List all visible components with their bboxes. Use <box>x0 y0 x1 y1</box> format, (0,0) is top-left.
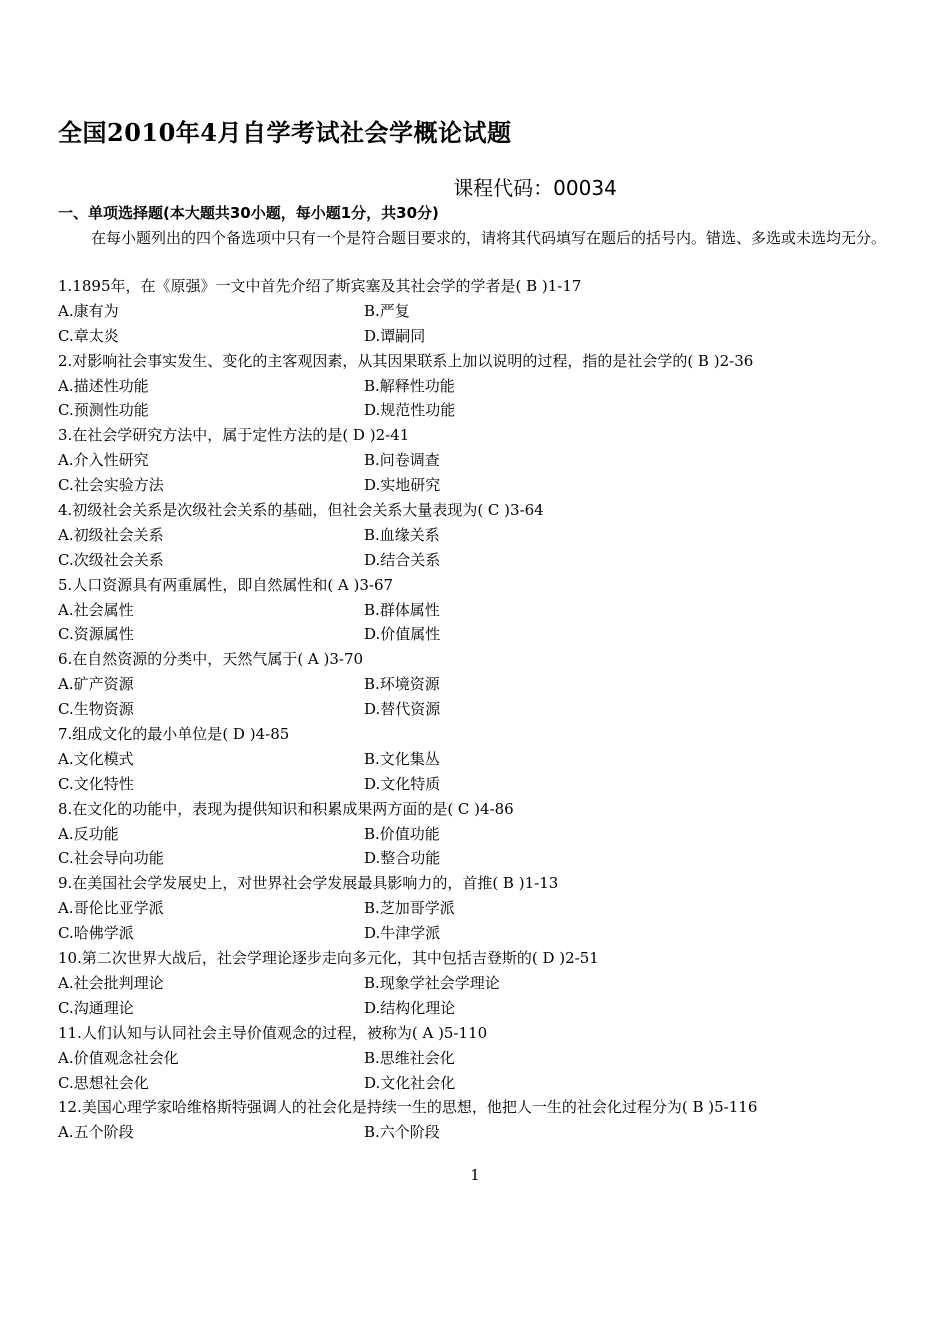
answer-option: D.替代资源 <box>364 700 441 719</box>
question-stem: 6.在自然资源的分类中，天然气属于( A )3-70 <box>58 650 364 669</box>
answer-option: D.文化社会化 <box>364 1073 456 1092</box>
option-row <box>58 697 918 722</box>
option-row <box>58 996 918 1021</box>
answer-option: D.价值属性 <box>364 625 441 644</box>
answer-option: A.初级社会关系 <box>58 525 164 544</box>
option-row <box>58 398 918 423</box>
question-stem: 10.第二次世界大战后，社会学理论逐步走向多元化，其中包括吉登斯的( D )2-51 <box>58 949 599 968</box>
course-code-text: 课程代码：00034 <box>453 176 617 200</box>
option-row <box>58 473 918 498</box>
question-stem: 11.人们认知与认同社会主导价值观念的过程，被称为( A )5-110 <box>58 1023 488 1042</box>
page-number: 1 <box>470 1166 480 1184</box>
answer-option: D.整合功能 <box>364 849 441 868</box>
answer-option: A.介入性研究 <box>58 451 149 470</box>
answer-option: A.文化模式 <box>58 749 134 768</box>
answer-option: B.解释性功能 <box>364 376 455 395</box>
course-code <box>0 172 950 201</box>
option-row <box>58 896 918 921</box>
option-row <box>58 374 918 399</box>
question-stem: 2.对影响社会事实发生、变化的主客观因素，从其因果联系上加以说明的过程，指的是社会学的( B )2-36 <box>58 351 754 370</box>
answer-option: D.谭嗣同 <box>364 326 426 345</box>
answer-option: D.牛津学派 <box>364 924 441 943</box>
answer-option: D.实地研究 <box>364 476 441 495</box>
option-row <box>58 1071 918 1096</box>
section-heading: 一、单项选择题(本大题共30小题，每小题1分，共30分) <box>58 204 439 222</box>
answer-option: C.生物资源 <box>58 700 134 719</box>
answer-option: A.康有为 <box>58 301 119 320</box>
answer-option: A.价值观念社会化 <box>58 1048 179 1067</box>
answer-option: D.结合关系 <box>364 550 441 569</box>
answer-option: C.次级社会关系 <box>58 550 164 569</box>
answer-option: D.规范性功能 <box>364 401 456 420</box>
answer-option: C.章太炎 <box>58 326 119 345</box>
answer-option: C.思想社会化 <box>58 1073 149 1092</box>
answer-option: C.哈佛学派 <box>58 924 134 943</box>
option-row <box>58 548 918 573</box>
answer-option: A.哥伦比亚学派 <box>58 899 164 918</box>
answer-option: B.思维社会化 <box>364 1048 455 1067</box>
answer-option: A.矿产资源 <box>58 675 134 694</box>
answer-option: D.结构化理论 <box>364 998 456 1017</box>
answer-option: A.描述性功能 <box>58 376 149 395</box>
answer-option: A.社会批判理论 <box>58 973 164 992</box>
answer-option: B.六个阶段 <box>364 1123 440 1142</box>
option-row <box>58 324 918 349</box>
answer-option: B.芝加哥学派 <box>364 899 455 918</box>
option-row <box>58 747 918 772</box>
option-row <box>58 672 918 697</box>
question-stem: 4.初级社会关系是次级社会关系的基础，但社会关系大量表现为( C )3-64 <box>58 501 544 520</box>
question-stem: 1.1895年，在《原强》一文中首先介绍了斯宾塞及其社会学的学者是( B )1-17 <box>58 277 582 295</box>
answer-option: B.现象学社会学理论 <box>364 973 500 992</box>
answer-option: C.社会导向功能 <box>58 849 164 868</box>
option-row <box>58 523 918 548</box>
answer-option: C.沟通理论 <box>58 998 134 1017</box>
answer-option: B.严复 <box>364 301 410 320</box>
question-stem: 8.在文化的功能中，表现为提供知识和积累成果两方面的是( C )4-86 <box>58 799 514 818</box>
answer-option: A.反功能 <box>58 824 119 843</box>
option-row <box>58 622 918 647</box>
answer-option: B.群体属性 <box>364 600 440 619</box>
answer-option: C.文化特性 <box>58 774 134 793</box>
question-stem: 12.美国心理学家哈维格斯特强调人的社会化是持续一生的思想，他把人一生的社会化过程分为( B )5-116 <box>58 1098 758 1117</box>
option-row <box>58 598 918 623</box>
option-row <box>58 921 918 946</box>
option-row <box>58 448 918 473</box>
option-row <box>58 822 918 847</box>
option-row <box>58 971 918 996</box>
answer-option: C.预测性功能 <box>58 401 149 420</box>
option-row <box>58 846 918 871</box>
question-list <box>58 274 918 1145</box>
answer-option: A.社会属性 <box>58 600 134 619</box>
question-stem: 7.组成文化的最小单位是( D )4-85 <box>58 725 290 744</box>
option-row <box>58 1120 918 1145</box>
answer-option: C.社会实验方法 <box>58 476 164 495</box>
question-stem: 3.在社会学研究方法中，属于定性方法的是( D )2-41 <box>58 426 410 445</box>
answer-option: B.问卷调查 <box>364 451 440 470</box>
answer-option: D.文化特质 <box>364 774 441 793</box>
answer-option: C.资源属性 <box>58 625 134 644</box>
answer-option: B.血缘关系 <box>364 525 440 544</box>
question-stem: 9.在美国社会学发展史上，对世界社会学发展最具影响力的，首推( B )1-13 <box>58 874 559 893</box>
answer-option: B.文化集丛 <box>364 749 440 768</box>
answer-option: B.环境资源 <box>364 675 440 694</box>
instructions: 在每小题列出的四个备选项中只有一个是符合题目要求的，请将其代码填写在题后的括号内。错选、多选或未选均无分。 <box>91 229 887 247</box>
answer-option: B.价值功能 <box>364 824 440 843</box>
answer-option: A.五个阶段 <box>58 1123 134 1142</box>
document-title: 全国2010年4月自学考试社会学概论试题 <box>58 118 512 147</box>
option-row <box>58 1046 918 1071</box>
option-row <box>58 772 918 797</box>
option-row <box>58 299 918 324</box>
question-stem: 5.人口资源具有两重属性，即自然属性和( A )3-67 <box>58 575 394 594</box>
